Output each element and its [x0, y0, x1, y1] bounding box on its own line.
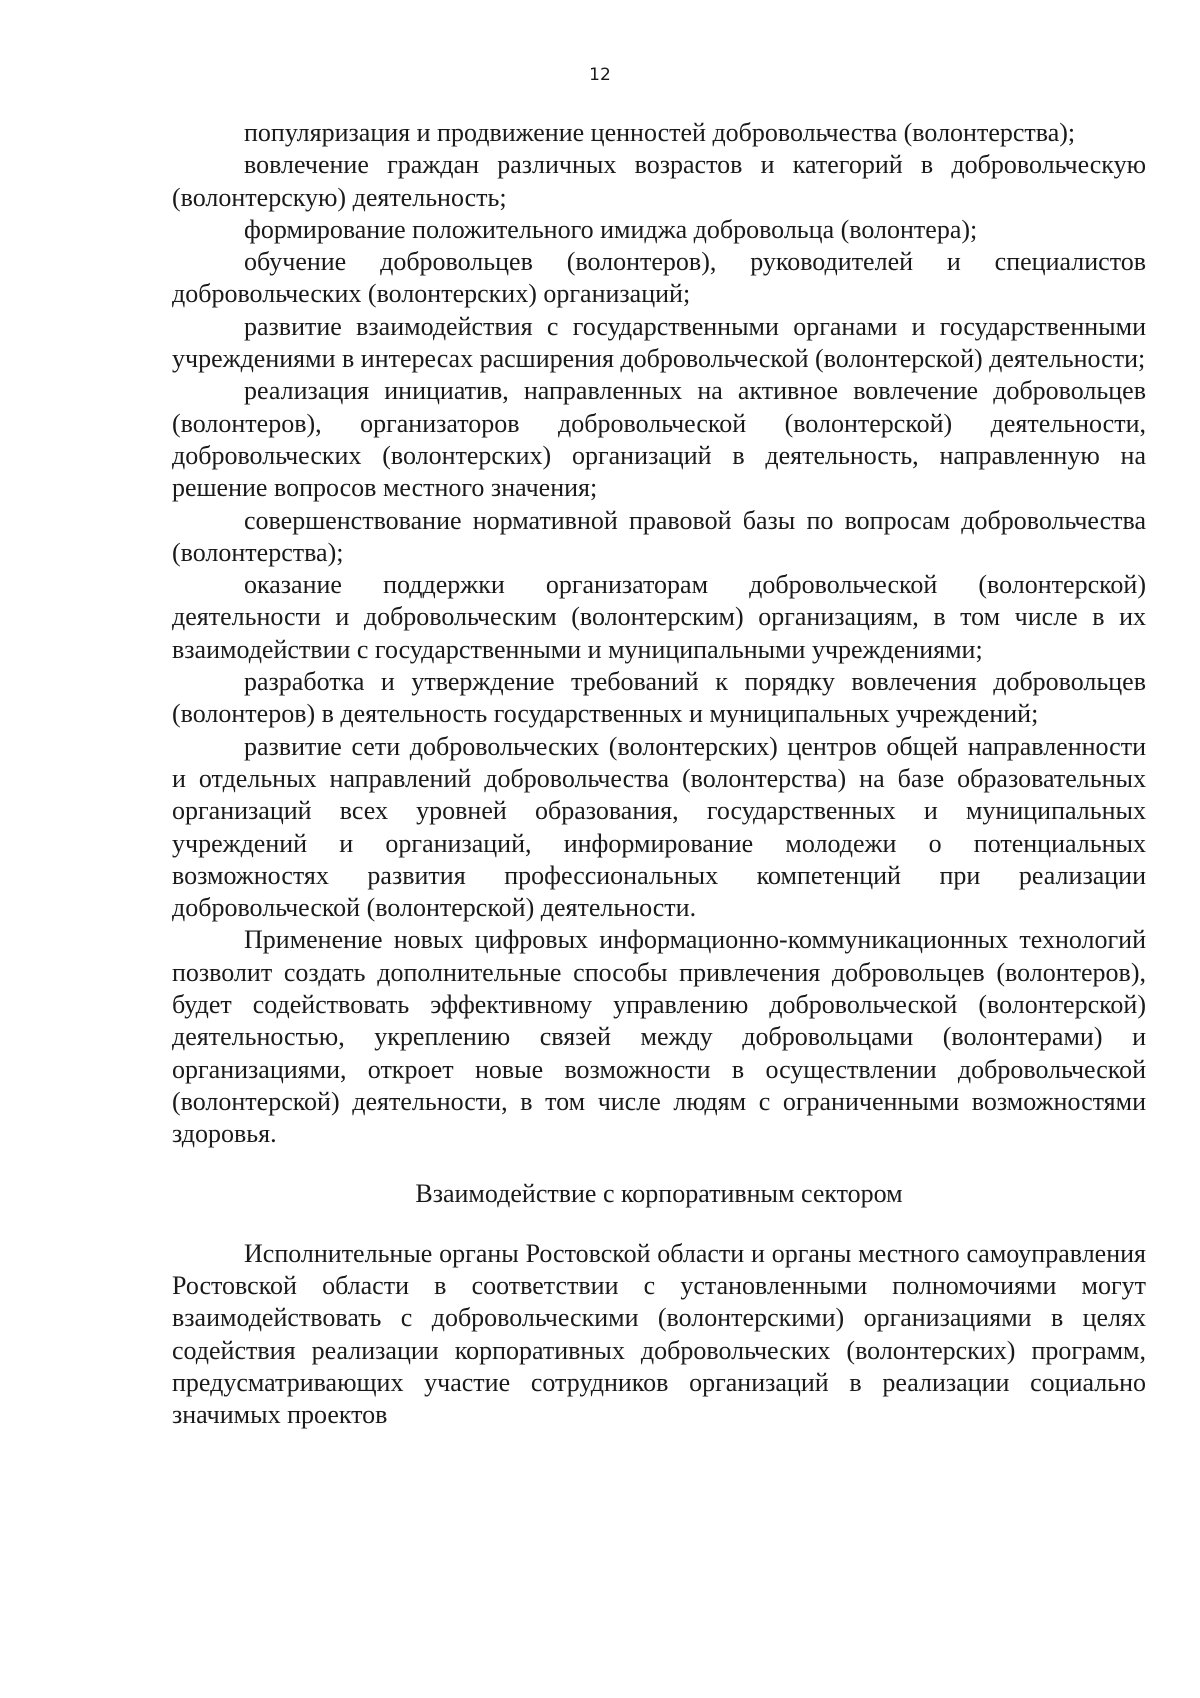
paragraph-local-initiatives: реализация инициатив, направленных на активное вовлечение добровольцев (волонтеров), организаторов добровольческой (волонтерской) деятельности, добровольческих (волонтерских) организаций в деятельность, направленную на решение вопросов местного значения; — [172, 376, 1146, 503]
paragraph-corporate-programs: Исполнительные органы Ростовской области и органы местного самоуправления Ростовской области в соответствии с установленными полномочиями могут взаимодействовать с добровольческими (волонтерскими) организациями в целях содействия реализации корпоративных добровольческих (волонтерских) программ, предусматривающих участие сотрудников организаций в реализации социально значимых проектов — [172, 1238, 1146, 1430]
section-heading: Взаимодействие с корпоративным сектором — [415, 1178, 903, 1208]
paragraph-popularization: популяризация и продвижение ценностей добровольчества (волонтерства); — [244, 118, 1076, 147]
page-number: 12 — [589, 65, 611, 85]
paragraph-training: обучение добровольцев (волонтеров), руководителей и специалистов добровольческих (волонтерских) организаций; — [172, 247, 1146, 309]
paragraph-digital-technologies: Применение новых цифровых информационно-коммуникационных технологий позволит создать дополнительные способы привлечения добровольцев (волонтеров), будет содействовать эффективному управлению добровольческой (волонтерской) деятельностью, укреплению связей между добровольцами (волонтерами) и организациями, откроет новые возможности в осуществлении добровольческой (волонтерской) деятельности, в том числе людям с ограниченными возможностями здоровья. — [172, 925, 1146, 1149]
paragraph-centers-network: развитие сети добровольческих (волонтерских) центров общей направленности и отдельных направлений добровольчества (волонтерства) на базе образовательных организаций всех уровней образования, государственных и муниципальных учреждений и организаций, информирование молодежи о потенциальных возможностях развития профессиональных компетенций при реализации добровольческой (волонтерской) деятельности. — [172, 731, 1146, 923]
paragraph-legal-framework: совершенствование нормативной правовой базы по вопросам добровольчества (волонтерства); — [172, 505, 1146, 567]
paragraph-positive-image: формирование положительного имиджа добровольца (волонтера); — [244, 214, 978, 244]
paragraph-requirements: разработка и утверждение требований к порядку вовлечения добровольцев (волонтеров) в деятельность государственных и муниципальных учреждений; — [172, 667, 1146, 729]
paragraph-organizer-support: оказание поддержки организаторам добровольческой (волонтерской) деятельности и добровольческим (волонтерским) организациям, в том числе в их взаимодействии с государственными и муниципальными учреждениями; — [172, 570, 1146, 664]
paragraph-citizen-involvement: вовлечение граждан различных возрастов и категорий в добровольческую (волонтерскую) деятельность; — [172, 150, 1146, 212]
document-body — [172, 117, 1146, 1432]
paragraph-government-interaction: развитие взаимодействия с государственными органами и государственными учреждениями в интересах расширения добровольческой (волонтерской) деятельности; — [172, 311, 1146, 374]
